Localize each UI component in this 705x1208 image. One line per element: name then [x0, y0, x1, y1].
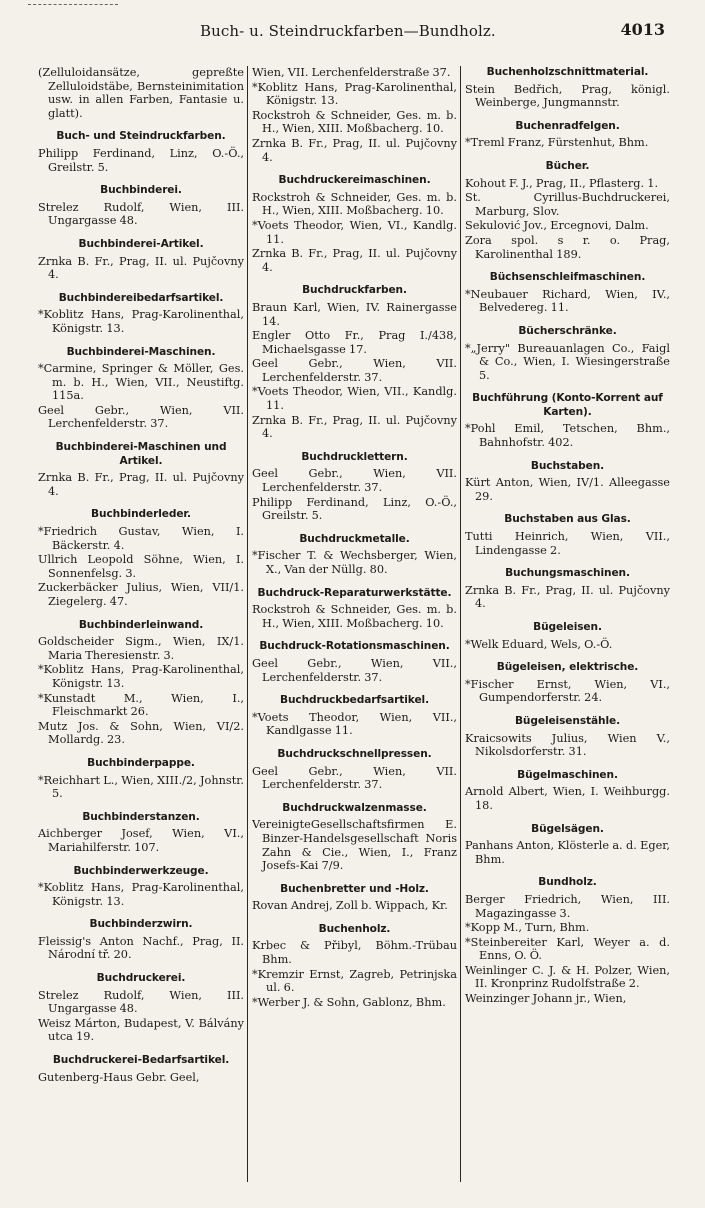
section-heading: Buchenbretter und -Holz.: [280, 882, 429, 895]
directory-entry: Geel Gebr., Wien, VII., Lerchenfelderstr. 37.: [252, 656, 457, 684]
section-heading: Buchbinderwerkzeuge.: [73, 864, 209, 877]
section-heading: Buchdruckfarben.: [302, 284, 407, 297]
directory-entry: Strelez Rudolf, Wien, III. Ungargasse 48.: [38, 200, 244, 228]
directory-entry: Zrnka B. Fr., Prag, II. ul. Pujčovny 4.: [465, 583, 670, 611]
directory-entry: Rockstroh & Schneider, Ges. m. b. H., Wien, XIII. Moßbacherg. 10.: [252, 190, 457, 218]
column-left: [38, 66, 244, 1085]
directory-entry: *Fischer Ernst, Wien, VI., Gumpendorferstr. 24.: [465, 677, 670, 705]
section-heading: Buchdruckerei.: [96, 972, 186, 985]
directory-entry: Rockstroh & Schneider, Ges. m. b. H., Wien, XIII. Moßbacherg. 10.: [252, 603, 457, 630]
directory-entry: Zrnka B. Fr., Prag, II. ul. Pujčovny 4.: [252, 247, 457, 274]
section-heading: Buchbinderei-Maschinen.: [66, 345, 216, 358]
directory-entry: *Steinbereiter Karl, Weyer a. d. Enns, O. Ö.: [465, 935, 670, 963]
directory-entry: Philipp Ferdinand, Linz, O.-Ö., Greilstr. 5.: [252, 495, 457, 523]
directory-entry: Panhans Anton, Klösterle a. d. Eger, Bhm.: [465, 839, 670, 866]
column-rule-2: [460, 66, 461, 1182]
section-heading: Buchbinderleinwand.: [78, 618, 204, 631]
directory-entry: *„Jerry" Bureauanlagen Co., Faigl & Co., Wien, I. Wiesingerstraße 5.: [465, 341, 670, 382]
section-heading: Buchbinderei.: [100, 184, 182, 197]
directory-entry: *Neubauer Richard, Wien, IV., Belvedereg. 11.: [465, 287, 670, 315]
section-heading: Buchdruckerei-Bedarfsartikel.: [52, 1054, 230, 1067]
directory-entry: Kraicsowits Julius, Wien V., Nikolsdorferstr. 31.: [465, 731, 670, 759]
directory-entry: *Kremzir Ernst, Zagreb, Petrinjska ul. 6.: [252, 967, 457, 995]
directory-entry: *Friedrich Gustav, Wien, I. Bäckerstr. 4.: [38, 525, 244, 552]
directory-entry: Gutenberg-Haus Gebr. Geel,: [38, 1070, 200, 1084]
section-heading: Buchstaben aus Glas.: [504, 513, 631, 526]
section-heading: Buchdruckmetalle.: [299, 532, 410, 545]
directory-entry: Zrnka B. Fr., Prag, II. ul. Pujčovny 4.: [252, 413, 457, 441]
section-heading: Bügeleisen.: [533, 621, 602, 633]
directory-entry: *Voets Theodor, Wien, VI., Kandlg. 11.: [252, 218, 457, 246]
scan-corner-mark: [28, 4, 118, 7]
column-right: [465, 66, 670, 1007]
directory-entry: Kohout F. J., Prag, II., Pflasterg. 1.: [465, 176, 659, 190]
section-heading: Buchbinderzwirn.: [89, 918, 193, 931]
directory-entry: Rockstroh & Schneider, Ges. m. b. H., Wien, XIII. Moßbacherg. 10.: [252, 108, 457, 136]
section-heading: Bücherschränke.: [518, 324, 617, 337]
directory-entry: Zuckerbäcker Julius, Wien, VII/1. Ziegelerg. 47.: [38, 581, 244, 608]
directory-entry: Geel Gebr., Wien, VII. Lerchenfelderstr. 37.: [252, 467, 457, 495]
section-heading: Buch- und Steindruckfarben.: [56, 130, 226, 143]
section-heading: Buchenholzschnittmaterial.: [486, 66, 649, 78]
directory-entry: *Kopp M., Turn, Bhm.: [465, 921, 590, 935]
directory-entry: Stein Bedřich, Prag, königl. Weinberge, Jungmannstr.: [465, 82, 670, 110]
section-heading: Bügelmaschinen.: [517, 768, 618, 781]
directory-entry: *Fischer T. & Wechsberger, Wien, X., Van der Nüllg. 80.: [252, 549, 457, 576]
directory-entry: Rovan Andrej, Zoll b. Wippach, Kr.: [252, 899, 448, 913]
directory-entry: Geel Gebr., Wien, VII. Lerchenfelderstr. 37.: [38, 403, 244, 431]
directory-entry: Geel Gebr., Wien, VII. Lerchenfelderstr. 37.: [252, 764, 457, 792]
section-heading: Bücher.: [545, 159, 590, 172]
directory-entry: *Treml Franz, Fürstenhut, Bhm.: [465, 136, 649, 150]
section-heading: Buchbinderei-Artikel.: [78, 237, 204, 250]
directory-entry: *Koblitz Hans, Prag-Karolinenthal, Königstr. 13.: [252, 80, 457, 108]
directory-entry: *Kunstadt M., Wien, I., Fleischmarkt 26.: [38, 691, 244, 719]
directory-entry: Weinlinger C. J. & H. Polzer, Wien, II. Kronprinz Rudolfstraße 2.: [465, 963, 670, 991]
directory-entry: *Welk Eduard, Wels, O.-Ö.: [465, 637, 613, 651]
directory-entry: Braun Karl, Wien, IV. Rainergasse 14.: [252, 300, 457, 328]
section-heading: Buchungsmaschinen.: [505, 567, 630, 580]
directory-entry: *Carmine, Springer & Möller, Ges. m. b. H., Wien, VII., Neustiftg. 115a.: [38, 362, 244, 403]
directory-entry: Mutz Jos. & Sohn, Wien, VI/2. Mollardg. 23.: [38, 719, 244, 747]
section-heading: Buchenholz.: [318, 922, 391, 935]
directory-entry: Zrnka B. Fr., Prag, II. ul. Pujčovny 4.: [38, 471, 244, 498]
directory-entry: Zrnka B. Fr., Prag, II. ul. Pujčovny 4.: [38, 254, 244, 282]
directory-entry: Weinzinger Johann jr., Wien,: [465, 992, 627, 1006]
section-heading: Buchdruckschnellpressen.: [277, 747, 432, 760]
section-heading: Buchdruck-Reparaturwerkstätte.: [257, 586, 452, 599]
page-header: [0, 8, 705, 48]
directory-entry: Krbec & Přibyl, Böhm.-Trübau Bhm.: [252, 939, 457, 967]
directory-entry: Strelez Rudolf, Wien, III. Ungargasse 48.: [38, 988, 244, 1016]
directory-entry: Philipp Ferdinand, Linz, O.-Ö., Greilstr. 5.: [38, 146, 244, 174]
directory-entry: Sekulović Jov., Ercegnovi, Dalm.: [465, 219, 649, 233]
directory-entry: Tutti Heinrich, Wien, VII., Lindengasse 2.: [465, 530, 670, 557]
directory-entry: Aichberger Josef, Wien, VI., Mariahilferstr. 107.: [38, 827, 244, 854]
section-heading: Bügeleisenstähle.: [514, 714, 621, 727]
section-heading: Buchdrucklettern.: [301, 450, 408, 463]
section-heading: Buchbinderleder.: [91, 508, 191, 521]
column-rule-1: [247, 66, 248, 1182]
directory-entry: Fleissig's Anton Nachf., Prag, II. Národní tř. 20.: [38, 934, 244, 962]
section-heading: Buchdruckereimaschinen.: [278, 174, 431, 187]
page-number: 4013: [620, 20, 665, 39]
section-heading: Büchsenschleifmaschinen.: [489, 271, 646, 284]
directory-entry: Zrnka B. Fr., Prag, II. ul. Pujčovny 4.: [252, 136, 457, 164]
section-heading: Bügelsägen.: [531, 822, 604, 835]
directory-entry: *Voets Theodor, Wien, VII., Kandlg. 11.: [252, 385, 457, 413]
directory-entry: *Pohl Emil, Tetschen, Bhm., Bahnhofstr. 402.: [465, 422, 670, 450]
section-heading: Bügeleisen, elektrische.: [496, 661, 639, 674]
directory-entry: Goldscheider Sigm., Wien, IX/1. Maria Theresienstr. 3.: [38, 635, 244, 662]
directory-entry: Zora spol. s r. o. Prag, Karolinenthal 189.: [465, 233, 670, 261]
directory-entry: VereinigteGesellschaftsfirmen E. Binzer-Handelsgesellschaft Noris Zahn & Cie., Wien, I., Franz Josefs-Kai 7/9.: [252, 818, 457, 873]
directory-entry: (Zelluloidansätze, gepreßte Zelluloidstäbe, Bernsteinimitation usw. in allen Farben, Fantasie u. glatt).: [38, 66, 244, 120]
directory-entry: Wien, VII. Lerchenfelderstraße 37.: [252, 66, 451, 79]
section-heading: Buchdruckwalzenmasse.: [282, 801, 427, 814]
directory-entry: Ullrich Leopold Söhne, Wien, I. Sonnenfelsg. 3.: [38, 553, 244, 580]
section-heading: Buchenradfelgen.: [515, 119, 620, 132]
section-heading: Bundholz.: [538, 876, 597, 889]
section-heading: Buchbinderstanzen.: [82, 810, 200, 823]
section-heading: Buchbinderpappe.: [87, 756, 195, 769]
directory-entry: *Koblitz Hans, Prag-Karolinenthal, Königstr. 13.: [38, 881, 244, 908]
section-heading: Buchdruckbedarfsartikel.: [279, 694, 430, 707]
directory-entry: Kürt Anton, Wien, IV/1. Alleegasse 29.: [465, 476, 670, 503]
directory-entry: *Reichhart L., Wien, XIII./2, Johnstr. 5.: [38, 773, 244, 801]
section-heading: Buchführung (Konto-Korrent auf Karten).: [472, 392, 663, 418]
running-title: Buch- u. Steindruckfarben—Bundholz.: [200, 22, 496, 40]
directory-entry: Arnold Albert, Wien, I. Weihburgg. 18.: [465, 785, 670, 812]
section-heading: Buchstaben.: [530, 459, 605, 472]
directory-entry: Weisz Márton, Budapest, V. Bálvány utca 19.: [38, 1016, 244, 1044]
directory-entry: Engler Otto Fr., Prag I./438, Michaelsgasse 17.: [252, 329, 457, 356]
directory-entry: *Koblitz Hans, Prag-Karolinenthal, Königstr. 13.: [38, 308, 244, 335]
section-heading: Buchbindereibedarfsartikel.: [58, 291, 224, 304]
directory-entry: Berger Friedrich, Wien, III. Magazingasse 3.: [465, 892, 670, 920]
section-heading: Buchdruck-Rotationsmaschinen.: [259, 640, 450, 653]
directory-entry: Geel Gebr., Wien, VII. Lerchenfelderstr. 37.: [252, 357, 457, 384]
column-middle: [252, 66, 457, 1010]
directory-entry: *Koblitz Hans, Prag-Karolinenthal, Königstr. 13.: [38, 663, 244, 690]
directory-entry: St. Cyrillus-Buchdruckerei, Marburg, Slov.: [465, 191, 670, 218]
section-heading: Buchbinderei-Maschinen und Artikel.: [55, 441, 227, 467]
directory-entry: *Voets Theodor, Wien, VII., Kandlgasse 11.: [252, 710, 457, 738]
directory-entry: *Werber J. & Sohn, Gablonz, Bhm.: [252, 995, 446, 1009]
